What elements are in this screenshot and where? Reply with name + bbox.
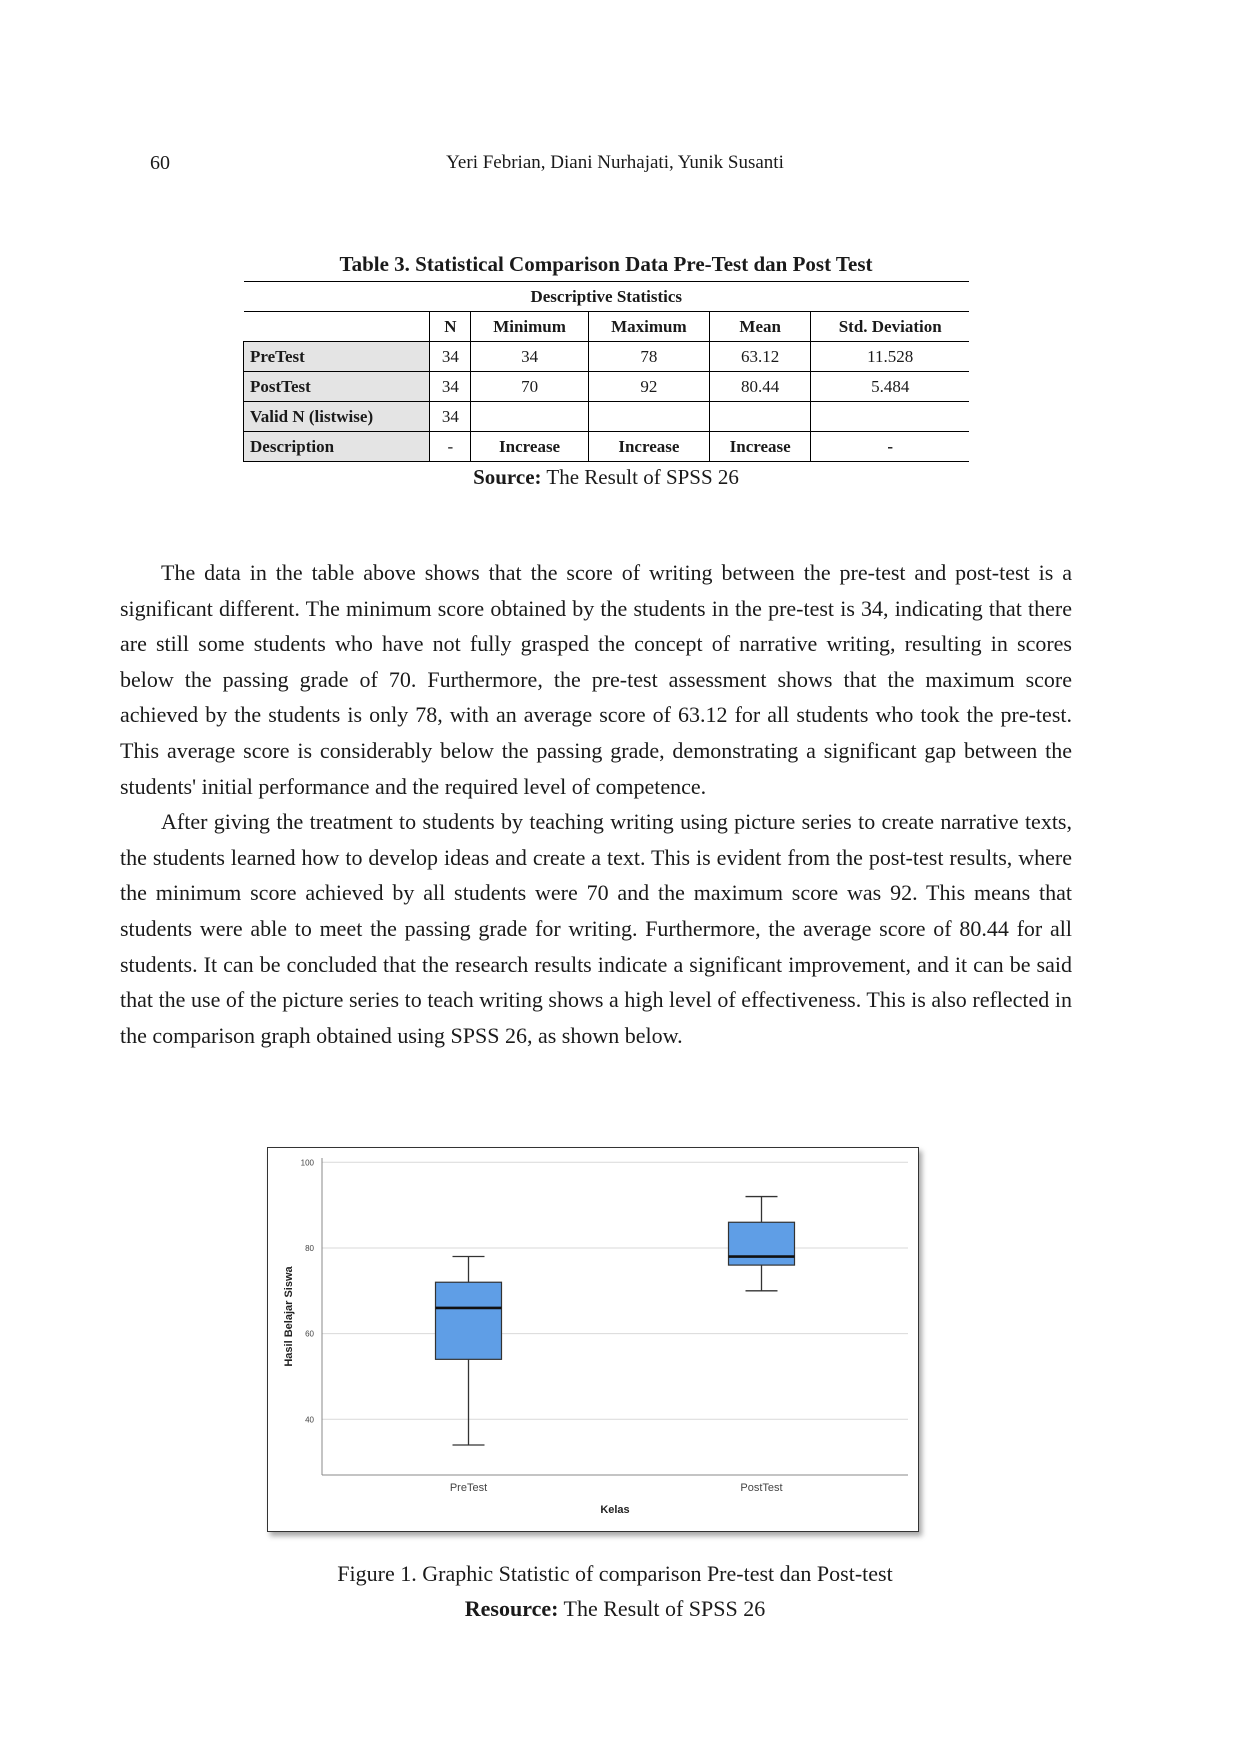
boxplot-chart: [268, 1148, 918, 1531]
table-cell: 92: [588, 372, 709, 402]
x-tick-label: PreTest: [449, 1482, 488, 1494]
table-source: [243, 465, 969, 490]
y-tick-label: 40: [305, 1415, 314, 1425]
y-axis-label: Hasil Belajar Siswa: [283, 1266, 295, 1367]
col-header: Mean: [709, 312, 810, 342]
col-header: Maximum: [588, 312, 709, 342]
table-cell: 63.12: [709, 342, 810, 372]
page-number: 60: [150, 152, 170, 174]
table-cell: 5.484: [811, 372, 969, 402]
source-label: Source:: [473, 465, 542, 489]
col-header: Std. Deviation: [811, 312, 969, 342]
x-tick-label: PostTest: [740, 1482, 783, 1494]
figure-1-boxplot: [267, 1147, 919, 1532]
table-row: [244, 342, 970, 372]
table-cell: 70: [471, 372, 588, 402]
figure-caption-title: Figure 1. Graphic Statistic of comparison Pre-test dan Post-test: [337, 1561, 893, 1586]
table-cell: 34: [471, 342, 588, 372]
table-caption: Descriptive Statistics: [244, 282, 970, 312]
col-header: Minimum: [471, 312, 588, 342]
figure-caption: [150, 1556, 1080, 1626]
row-label: Valid N (listwise): [244, 402, 430, 432]
table-row: [244, 402, 970, 432]
table-cell: -: [811, 432, 969, 462]
table-cell: 11.528: [811, 342, 969, 372]
figure-resource: [150, 1591, 1080, 1626]
row-label: PostTest: [244, 372, 430, 402]
table-cell: [471, 402, 588, 432]
x-axis-label: Kelas: [600, 1504, 630, 1516]
table-cell: 34: [430, 372, 471, 402]
table-row: [244, 372, 970, 402]
y-tick-label: 100: [300, 1158, 314, 1168]
table-cell: [709, 402, 810, 432]
table-cell: 34: [430, 402, 471, 432]
descriptive-statistics-table: [243, 281, 969, 462]
page-header: [150, 152, 1080, 182]
table-title: Table 3. Statistical Comparison Data Pre-Test dan Post Test: [339, 252, 873, 276]
resource-text: The Result of SPSS 26: [558, 1596, 766, 1621]
row-label: PreTest: [244, 342, 430, 372]
y-tick-label: 80: [305, 1243, 314, 1253]
row-label: Description: [244, 432, 430, 462]
table-caption-row: [244, 282, 970, 312]
table-cell: 34: [430, 342, 471, 372]
paragraph: The data in the table above shows that the score of writing between the pre-test and post-test is a significant different. The minimum score obtained by the students in the pre-test is 34, indicating that there are still some students who have not fully grasped the concept of narrative writing, resulting in scores below the passing grade of 70. Furthermore, the pre-test assessment shows that the maximum score achieved by the students is only 78, with an average score of 63.12 for all students who took the pre-test. This average score is considerably below the passing grade, demonstrating a significant gap between the students' initial performance and the required level of competence.: [120, 560, 1072, 799]
table-header-row: [244, 312, 970, 342]
body-text: [120, 555, 1072, 1053]
table-cell: [588, 402, 709, 432]
y-tick-label: 60: [305, 1329, 314, 1339]
table-cell: 78: [588, 342, 709, 372]
source-text: The Result of SPSS 26: [541, 465, 739, 489]
header-corner: [244, 312, 430, 342]
table-cell: -: [430, 432, 471, 462]
box: [729, 1222, 795, 1265]
box: [436, 1282, 502, 1359]
running-authors: Yeri Febrian, Diani Nurhajati, Yunik Susanti: [446, 152, 784, 173]
resource-label: Resource:: [464, 1596, 559, 1621]
table-cell: Increase: [471, 432, 588, 462]
table-cell: [811, 402, 969, 432]
table-row: [244, 432, 970, 462]
table-3: [243, 252, 969, 490]
col-header: N: [430, 312, 471, 342]
paragraph: After giving the treatment to students by teaching writing using picture series to create narrative texts, the students learned how to develop ideas and create a text. This is evident from the post-test results, where the minimum score achieved by all students were 70 and the maximum score was 92. This means that students were able to meet the passing grade for writing. Furthermore, the average score of 80.44 for all students. It can be concluded that the research results indicate a significant improvement, and it can be said that the use of the picture series to teach writing shows a high level of effectiveness. This is also reflected in the comparison graph obtained using SPSS 26, as shown below.: [120, 809, 1072, 1048]
table-cell: 80.44: [709, 372, 810, 402]
table-cell: Increase: [709, 432, 810, 462]
table-cell: Increase: [588, 432, 709, 462]
